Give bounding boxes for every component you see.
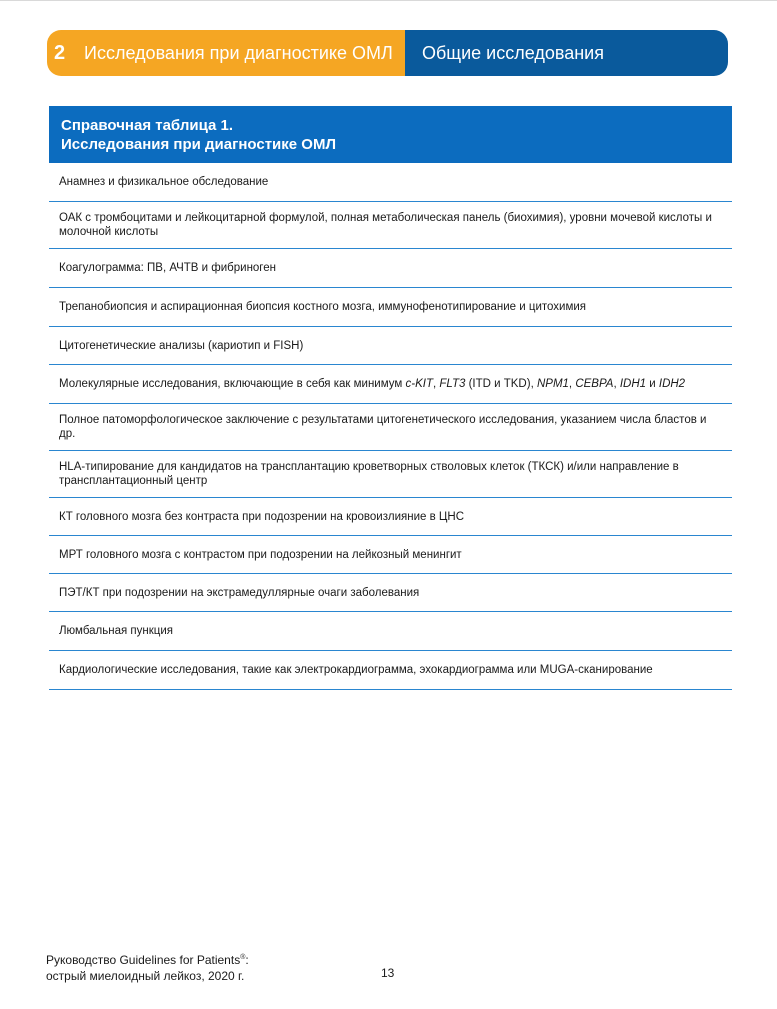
separator: , [568,378,576,390]
gene-flt3: FLT3 [439,378,466,390]
flt3-detail: (ITD и TKD), [465,378,537,390]
table-row [49,404,732,451]
guide-title: Руководство Guidelines for Patients [46,953,241,967]
row-text: ОАК с тромбоцитами и лейкоцитарной формулой, полная метаболическая панель (биохимия), уровни мочевой кислоты и молочной кислоты [59,212,712,238]
table-row [49,202,732,249]
table-row [49,451,732,498]
row-text: Анамнез и физикальное обследование [59,176,269,188]
table-row [49,651,732,690]
table-row [49,163,732,202]
separator: , [432,378,440,390]
footer-line2: острый миелоидный лейкоз, 2020 г. [46,969,245,983]
gene-idh1: IDH1 [619,378,647,390]
row-text: Кардиологические исследования, такие как электрокардиограмма, эхокардиограмма или MUGA-сканирование [59,664,653,676]
footer-line1 [46,950,249,968]
chapter-banner [47,30,728,76]
table-row [49,365,732,404]
table-row [49,288,732,327]
conjunction: и [646,378,659,390]
table-row [49,327,732,365]
table-row [49,498,732,536]
chapter-tab [47,30,405,76]
row-text: Трепанобиопсия и аспирационная биопсия костного мозга, иммунофенотипирование и цитохимия [59,301,587,313]
row-text: ПЭТ/КТ при подозрении на экстрамедуллярные очаги заболевания [59,586,420,599]
table-row [49,249,732,288]
gene-idh2: IDH2 [658,378,686,390]
footer [46,950,249,984]
table-title-line1: Справочная таблица 1. [61,116,233,134]
gene-cebpa: CEBPA [575,378,614,390]
table-row [49,574,732,612]
row-text: МРТ головного мозга с контрастом при подозрении на лейкозный менингит [59,548,462,561]
table-header [49,106,732,163]
section-tab [405,30,728,76]
chapter-number: 2 [54,41,66,64]
row-text [59,377,685,391]
row-text: Люмбальная пункция [59,625,174,637]
colon: : [245,953,249,967]
page-number: 13 [381,966,395,980]
row-text: КТ головного мозга без контраста при подозрении на кровоизлияние в ЦНС [59,510,465,523]
row-text: Цитогенетические анализы (кариотип и FISH) [59,339,304,352]
table-row [49,536,732,574]
section-title: Общие исследования [422,42,604,63]
table-title-line2: Исследования при диагностике ОМЛ [61,135,336,153]
gene-npm1: NPM1 [536,378,569,390]
table-row [49,612,732,651]
gene-kit: c-KIT [405,378,433,390]
registered-mark: ® [240,954,246,961]
reference-table [49,106,732,690]
chapter-title: Исследования при диагностике ОМЛ [84,42,393,63]
molecular-prefix: Молекулярные исследования, включающие в себя как минимум [59,378,406,390]
top-rule [0,0,777,1]
row-text: Полное патоморфологическое заключение с результатами цитогенетического исследования, указанием числа бластов и др. [59,414,707,440]
row-text: Коагулограмма: ПВ, АЧТВ и фибриноген [59,262,277,274]
separator: , [613,378,620,390]
row-text: HLA-типирование для кандидатов на трансплантацию кроветворных стволовых клеток (ТКСК) и/или направление в трансплантационный центр [59,461,679,487]
